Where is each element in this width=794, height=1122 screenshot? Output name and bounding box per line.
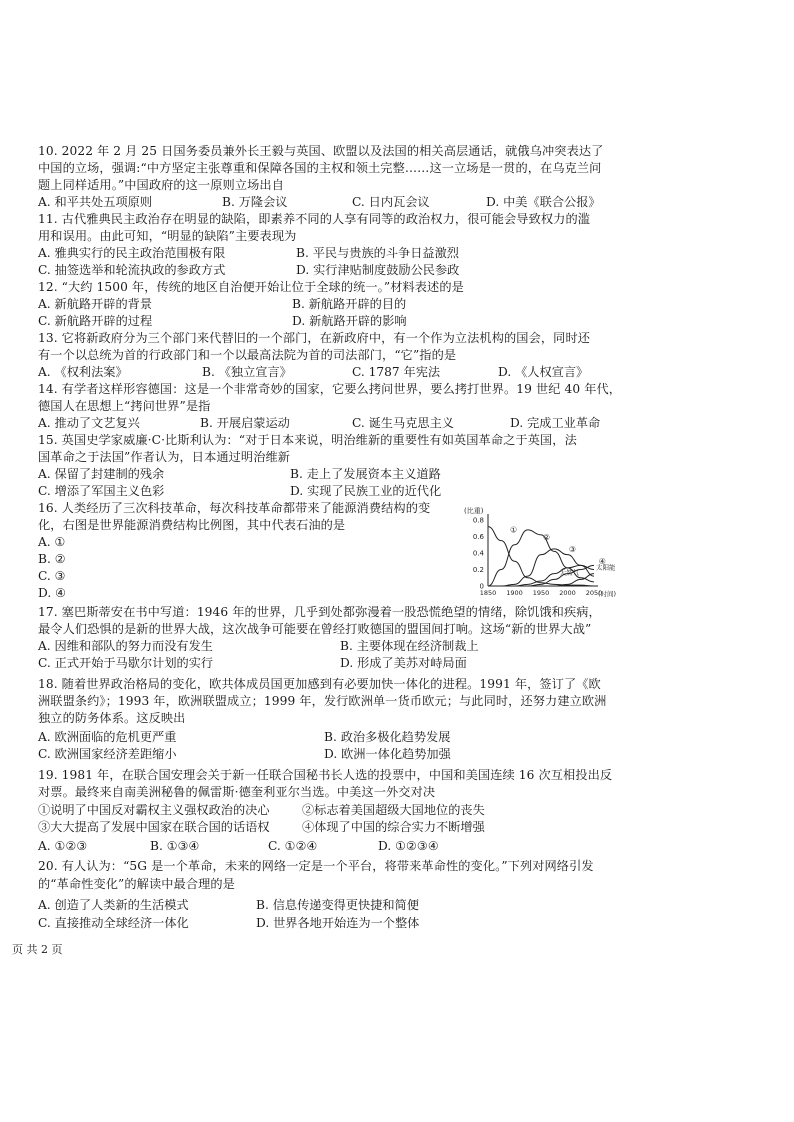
q15-line-2: 国革命之于法国”作者认为，日本通过明治维新 bbox=[38, 450, 291, 464]
x-tick-label: 1950 bbox=[532, 589, 550, 597]
x-tick-label: 1900 bbox=[506, 589, 523, 597]
q12-line-1: 12. “大约 1500 年，传统的地区自治便开始让位于全球的统一。”材料表述的是 bbox=[38, 280, 464, 294]
q15-option-d: D. 实现了民族工业的近代化 bbox=[290, 484, 442, 498]
q20-option-d: D. 世界各地开始连为一个整体 bbox=[256, 916, 420, 930]
q15-option-b: B. 走上了发展资本主义道路 bbox=[290, 467, 441, 481]
q19-item-3: ③大大提高了发展中国家在联合国的话语权 bbox=[38, 820, 270, 834]
q19-option-b: B. ①③④ bbox=[150, 839, 200, 853]
annotation-solar: 太阳能 bbox=[596, 563, 616, 572]
annotation-natural-gas: 天然气 bbox=[559, 568, 580, 577]
q11-option-c: C. 抽签选举和轮流执政的参政方式 bbox=[38, 263, 226, 277]
q19-item-2: ②标志着美国超级大国地位的丧失 bbox=[302, 803, 485, 817]
y-tick-label: 0.8 bbox=[472, 516, 484, 525]
q19-option-a: A. ①②③ bbox=[38, 839, 88, 853]
energy-consumption-chart bbox=[462, 502, 622, 602]
q18-line-2: 洲联盟条约》；1993 年，欧洲联盟成立；1999 年，发行欧洲单一货币欧元；与此同时，还努力建立欧洲 bbox=[38, 694, 607, 708]
q16-line-2: 化，右图是世界能源消费结构比例图，其中代表石油的是 bbox=[38, 518, 346, 532]
q11-line-2: 用和误用。由此可知，“明显的缺陷”主要表现为 bbox=[38, 229, 297, 243]
q16-line-1: 16. 人类经历了三次科技革命，每次科技革命都带来了能源消费结构的变 bbox=[38, 501, 431, 515]
q12-option-d: D. 新航路开辟的影响 bbox=[292, 314, 407, 328]
q10-line-2: 中国的立场，强调:“中方坚定主张尊重和保障各国的主权和领土完整……这一立场是一贯的，在乌克兰问 bbox=[38, 161, 602, 175]
y-tick-label: 0 bbox=[479, 582, 484, 591]
q10-option-b: B. 万隆会议 bbox=[222, 195, 288, 209]
q17-line-2: 最令人们恐惧的是新的世界大战，这次战争可能要在曾经打败德国的盟国间打响。这场“新的世界大战” bbox=[38, 622, 592, 636]
q10-option-c: C. 日内瓦会议 bbox=[352, 195, 430, 209]
series-label-3: ③ bbox=[568, 545, 577, 555]
chart-axes bbox=[488, 514, 598, 586]
q20-option-b: B. 信息传递变得更快捷和简便 bbox=[256, 898, 419, 912]
q11-option-d: D. 实行津贴制度鼓励公民参政 bbox=[296, 263, 460, 277]
q17-line-1: 17. 塞巴斯蒂安在书中写道：1946 年的世界，几乎到处都弥漫着一股恐慌绝望的情绪，除饥饿和疾病， bbox=[38, 605, 601, 619]
q12-option-c: C. 新航路开辟的过程 bbox=[38, 314, 153, 328]
q18-option-d: D. 欧洲一体化趋势加强 bbox=[324, 747, 451, 761]
x-axis-label: (时间) bbox=[598, 590, 617, 598]
q19-item-4: ④体现了中国的综合实力不断增强 bbox=[302, 820, 485, 834]
q14-option-d: D. 完成工业革命 bbox=[510, 416, 601, 430]
q17-option-a: A. 因维和部队的努力而没有发生 bbox=[38, 639, 213, 653]
q12-option-b: B. 新航路开辟的目的 bbox=[292, 297, 407, 311]
q13-line-2: 有一个以总统为首的行政部门和一个以最高法院为首的司法部门，“它”指的是 bbox=[38, 348, 457, 362]
q20-line-2: 的“革命性变化”的解读中最合理的是 bbox=[38, 877, 235, 891]
q18-line-1: 18. 随着世界政治格局的变化，欧共体成员国更加感到有必要加快一体化的进程。1991 年，签订了《欧 bbox=[38, 677, 601, 691]
q20-option-a: A. 创造了人类新的生活模式 bbox=[38, 898, 189, 912]
q10-line-3: 题上同样适用。”中国政府的这一原则立场出自 bbox=[38, 178, 284, 192]
q11-option-b: B. 平民与贵族的斗争日益激烈 bbox=[296, 246, 459, 260]
q10-option-a: A. 和平共处五项原则 bbox=[38, 195, 153, 209]
series-line-2 bbox=[488, 530, 594, 586]
x-tick-label: 1850 bbox=[479, 589, 497, 597]
q18-option-a: A. 欧洲面临的危机更严重 bbox=[38, 730, 177, 744]
q14-option-b: B. 开展启蒙运动 bbox=[200, 416, 290, 430]
q18-option-b: B. 政治多极化趋势发展 bbox=[324, 730, 451, 744]
q19-line-1: 19. 1981 年，在联合国安理会关于新一任联合国秘书长人选的投票中，中国和美国连续 16 次互相投出反 bbox=[38, 768, 613, 782]
q17-option-c: C. 正式开始于马歇尔计划的实行 bbox=[38, 656, 214, 670]
q13-option-b: B. 《独立宣言》 bbox=[202, 365, 292, 379]
q16-option-a: A. ① bbox=[38, 535, 66, 549]
series-label-1: ① bbox=[509, 525, 518, 535]
q14-line-2: 德国人在思想上“拷问世界”是指 bbox=[38, 399, 211, 413]
q12-option-a: A. 新航路开辟的背景 bbox=[38, 297, 153, 311]
q15-option-c: C. 增添了军国主义色彩 bbox=[38, 484, 165, 498]
q19-option-d: D. ①②③④ bbox=[378, 839, 439, 853]
q14-line-1: 14. 有学者这样形容德国：这是一个非常奇妙的国家，它要么拷问世界，要么拷打世界。19 世纪 40 年代， bbox=[38, 382, 622, 396]
q13-option-a: A. 《权利法案》 bbox=[38, 365, 128, 379]
q11-line-1: 11. 古代雅典民主政治存在明显的缺陷，即素养不同的人享有同等的政治权力，很可能会导致权力的滥 bbox=[38, 212, 591, 226]
page-footer: 页 共 2 页 bbox=[12, 943, 63, 956]
q11-option-a: A. 雅典实行的民主政治范围极有限 bbox=[38, 246, 226, 260]
q18-option-c: C. 欧洲国家经济差距缩小 bbox=[38, 747, 177, 761]
x-tick-label: 2050 bbox=[585, 589, 603, 597]
q16-option-b: B. ② bbox=[38, 552, 66, 566]
q15-option-a: A. 保留了封建制的残余 bbox=[38, 467, 165, 481]
q16-option-d: D. ④ bbox=[38, 586, 67, 600]
q13-option-d: D. 《人权宣言》 bbox=[498, 365, 589, 379]
series-label-4: ④ bbox=[598, 556, 606, 566]
q16-option-c: C. ③ bbox=[38, 569, 66, 583]
q19-line-2: 对票。最终来自南美洲秘鲁的佩雷斯·德奎利亚尔当选。中美这一外交对决 bbox=[38, 785, 436, 799]
q18-line-3: 独立的防务体系。这反映出 bbox=[38, 711, 186, 725]
q19-item-1: ①说明了中国反对霸权主义强权政治的决心 bbox=[38, 803, 270, 817]
q17-option-b: B. 主要体现在经济制裁上 bbox=[340, 639, 479, 653]
q10-line-1: 10. 2022 年 2 月 25 日国务委员兼外长王毅与英国、欧盟以及法国的相关高层通话，就俄乌冲突表达了 bbox=[38, 144, 604, 158]
q15-line-1: 15. 英国史学家威廉·C·比斯利认为：“对于日本来说，明治维新的重要性有如英国革命之于英国，法 bbox=[38, 433, 577, 447]
y-tick-label: 0.2 bbox=[472, 566, 484, 574]
q14-option-a: A. 推动了文艺复兴 bbox=[38, 416, 140, 430]
y-tick-label: 0.6 bbox=[472, 533, 484, 541]
chart-series-lines bbox=[488, 527, 594, 586]
y-axis-label: (比重) bbox=[464, 507, 484, 515]
q10-option-d: D. 中美《联合公报》 bbox=[486, 195, 601, 209]
q13-option-c: C. 1787 年宪法 bbox=[352, 365, 441, 379]
q19-option-c: C. ①②④ bbox=[268, 839, 318, 853]
q13-line-1: 13. 它将新政府分为三个部门来代替旧的一个部门，在新政府中，有一个作为立法机构的国会，同时还 bbox=[38, 331, 591, 345]
y-tick-label: 0.4 bbox=[472, 549, 484, 558]
q20-option-c: C. 直接推动全球经济一体化 bbox=[38, 916, 189, 930]
series-label-2: ② bbox=[543, 533, 551, 543]
q17-option-d: D. 形成了美苏对峙局面 bbox=[340, 656, 467, 670]
x-tick-label: 2000 bbox=[559, 589, 576, 597]
q20-line-1: 20. 有人认为：“5G 是一个革命，未来的网络一定是一个平台，将带来革命性的变化。”下列对网络引发 bbox=[38, 859, 594, 873]
q14-option-c: C. 诞生马克思主义 bbox=[352, 416, 454, 430]
